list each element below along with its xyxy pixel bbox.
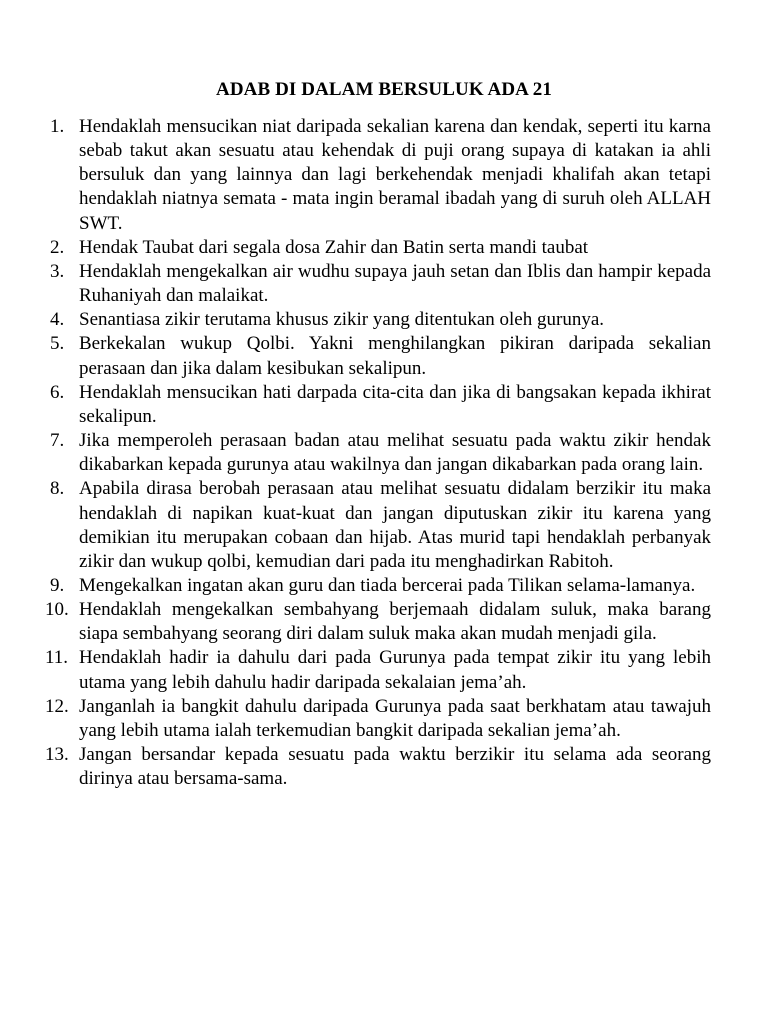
item-text: Hendaklah mensucikan hati darpada cita-cita dan jika di bangsakan kepada ikhirat sekalipun. (79, 381, 711, 427)
item-text: Jangan bersandar kepada sesuatu pada waktu berzikir itu selama ada seorang dirinya atau bersama-sama. (79, 744, 711, 790)
item-number: 3. (50, 260, 65, 282)
list-item (0, 332, 711, 380)
list-item (0, 646, 711, 694)
item-number: 11. (45, 647, 69, 669)
item-number: 13. (45, 744, 69, 766)
item-number: 5. (50, 333, 65, 355)
item-text: Mengekalkan ingatan akan guru dan tiada bercerai pada Tilikan selama-lamanya. (79, 574, 696, 596)
item-text: Apabila dirasa berobah perasaan atau melihat sesuatu didalam berzikir itu maka hendaklah di napikan kuat-kuat dan jangan diputuskan zikir itu karena yang demikian itu merupakan cobaan dan hijab. Atas murid tapi hendaklah perbanyak zikir dan wukup qolbi, kemudian dari pada itu menghadirkan Rabitoh. (79, 478, 711, 572)
list-item (0, 574, 711, 598)
list-item (0, 743, 711, 791)
item-number: 7. (50, 430, 65, 452)
item-text: Berkekalan wukup Qolbi. Yakni menghilangkan pikiran daripada sekalian perasaan dan jika dalam kesibukan sekalipun. (79, 333, 711, 379)
list-item (0, 236, 711, 260)
item-text: Jika memperoleh perasaan badan atau melihat sesuatu pada waktu zikir hendak dikabarkan kepada gurunya atau wakilnya dan jangan dikabarkan pada orang lain. (79, 430, 711, 476)
item-text: Hendaklah mengekalkan sembahyang berjemaah didalam suluk, maka barang siapa sembahyang seorang diri dalam suluk maka akan mudah menjadi gila. (79, 599, 711, 645)
item-text: Senantiasa zikir terutama khusus zikir yang ditentukan oleh gurunya. (79, 309, 604, 331)
item-number: 4. (50, 309, 65, 331)
item-number: 6. (50, 381, 65, 403)
list-item (0, 308, 711, 332)
item-number: 2. (50, 236, 65, 258)
item-text: Janganlah ia bangkit dahulu daripada Gurunya pada saat berkhatam atau tawajuh yang lebih utama ialah terkemudian bangkit daripada sekalian jema’ah. (79, 695, 711, 741)
list-item (0, 115, 711, 236)
item-number: 9. (50, 574, 65, 596)
list-item (0, 477, 711, 574)
item-number: 10. (45, 599, 69, 621)
item-text: Hendaklah mensucikan niat daripada sekalian karena dan kendak, seperti itu karna sebab takut akan sesuatu atau kehendak di puji orang supaya di katakan ia ahli bersuluk dan yang lainnya dan lagi berkehendak menjadi khalifah akan tetapi hendaklah niatnya semata - mata ingin beramal ibadah yang di suruh oleh ALLAH SWT. (79, 116, 711, 234)
item-number: 12. (45, 695, 69, 717)
list-item (0, 695, 711, 743)
list-item (0, 598, 711, 646)
item-number: 1. (50, 116, 65, 137)
list-item (0, 260, 711, 308)
list-item (0, 381, 711, 429)
rules-list (0, 115, 768, 791)
list-item (0, 429, 711, 477)
item-text: Hendaklah hadir ia dahulu dari pada Gurunya pada tempat zikir itu yang lebih utama yang lebih dahulu hadir daripada sekalaian jema’ah. (79, 647, 711, 693)
document-title: ADAB DI DALAM BERSULUK ADA 21 (216, 79, 552, 100)
item-number: 8. (50, 478, 65, 500)
item-text: Hendak Taubat dari segala dosa Zahir dan Batin serta mandi taubat (79, 236, 589, 258)
item-text: Hendaklah mengekalkan air wudhu supaya jauh setan dan Iblis dan hampir kepada Ruhaniyah dan malaikat. (79, 260, 711, 307)
